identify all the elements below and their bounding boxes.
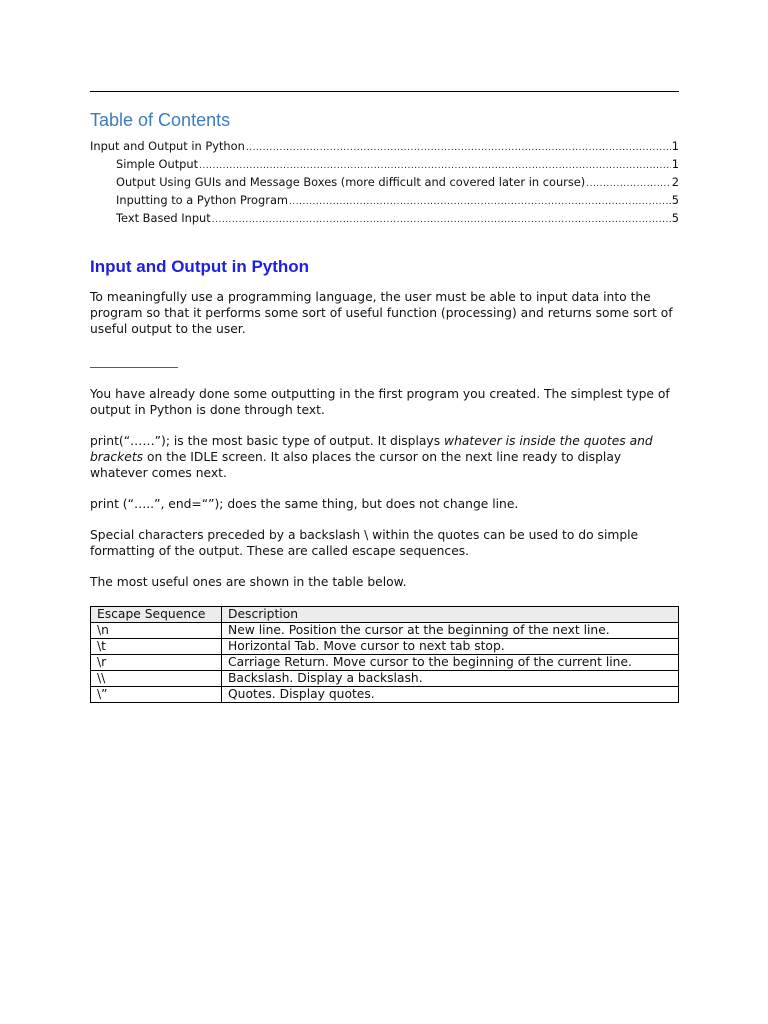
toc-leader: [212, 211, 671, 229]
table-cell: \”: [91, 687, 222, 703]
paragraph-table-intro: The most useful ones are shown in the table below.: [90, 575, 407, 589]
table-header-cell: Description: [222, 607, 679, 623]
paragraph-simple-output: You have already done some outputting in the first program you created. The simplest type of output in Python is done through text.: [90, 387, 670, 417]
toc-entry[interactable]: [90, 155, 679, 173]
toc-entry-page: 2: [671, 175, 679, 189]
print-text-emphasis: whatever is inside the quotes and brackets: [90, 434, 653, 464]
toc-entry-label: Text Based Input: [116, 211, 211, 225]
paragraph-print: [90, 433, 679, 481]
toc-title: Table of Contents: [90, 110, 231, 130]
table-cell: \t: [91, 639, 222, 655]
table-row: [91, 623, 679, 639]
table-cell: New line. Position the cursor at the beginning of the next line.: [222, 623, 679, 639]
paragraph-print-end: print (“…..”, end=“”); does the same thing, but does not change line.: [90, 497, 519, 511]
toc-entry-page: 1: [671, 139, 679, 153]
table-row: [91, 639, 679, 655]
table-header-cell: Escape Sequence: [91, 607, 222, 623]
print-text-a: print(“……”); is the most basic type of output. It displays: [90, 434, 445, 448]
table-row: [91, 687, 679, 703]
toc-entry-page: 5: [671, 193, 679, 207]
section-heading: Input and Output in Python: [90, 257, 310, 276]
table-cell: Backslash. Display a backslash.: [222, 671, 679, 687]
toc-entry-page: 1: [671, 157, 679, 171]
table-header-row: [91, 607, 679, 623]
table-cell: Quotes. Display quotes.: [222, 687, 679, 703]
intro-paragraph: To meaningfully use a programming language, the user must be able to input data into the program so that it performs some sort of useful function (processing) and returns some sort of useful output to the user.: [90, 290, 673, 336]
toc-entry-label: Output Using GUIs and Message Boxes (more difficult and covered later in course): [116, 175, 586, 189]
table-of-contents: [90, 137, 679, 227]
toc-entry[interactable]: [90, 173, 679, 191]
paragraph-escape: Special characters preceded by a backslash \ within the quotes can be used to do simple formatting of the output. These are called escape sequences.: [90, 528, 639, 558]
escape-sequence-table: [90, 606, 679, 703]
table-cell: Carriage Return. Move cursor to the beginning of the current line.: [222, 655, 679, 671]
table-cell: \\: [91, 671, 222, 687]
toc-entry[interactable]: [90, 209, 679, 227]
toc-entry-label: Inputting to a Python Program: [116, 193, 289, 207]
table-row: [91, 655, 679, 671]
toc-entry-page: 5: [671, 211, 679, 225]
toc-entry-label: Input and Output in Python: [90, 139, 245, 153]
header-rule: [90, 91, 679, 92]
table-cell: Horizontal Tab. Move cursor to next tab stop.: [222, 639, 679, 655]
toc-entry[interactable]: [90, 137, 679, 155]
table-row: [91, 671, 679, 687]
table-cell: \r: [91, 655, 222, 671]
toc-entry-label: Simple Output: [116, 157, 199, 171]
table-cell: \n: [91, 623, 222, 639]
print-text-b: on the IDLE screen. It also places the cursor on the next line ready to display whatever comes next.: [90, 450, 622, 480]
toc-entry[interactable]: [90, 191, 679, 209]
subheading-link-underline[interactable]: [90, 367, 178, 368]
